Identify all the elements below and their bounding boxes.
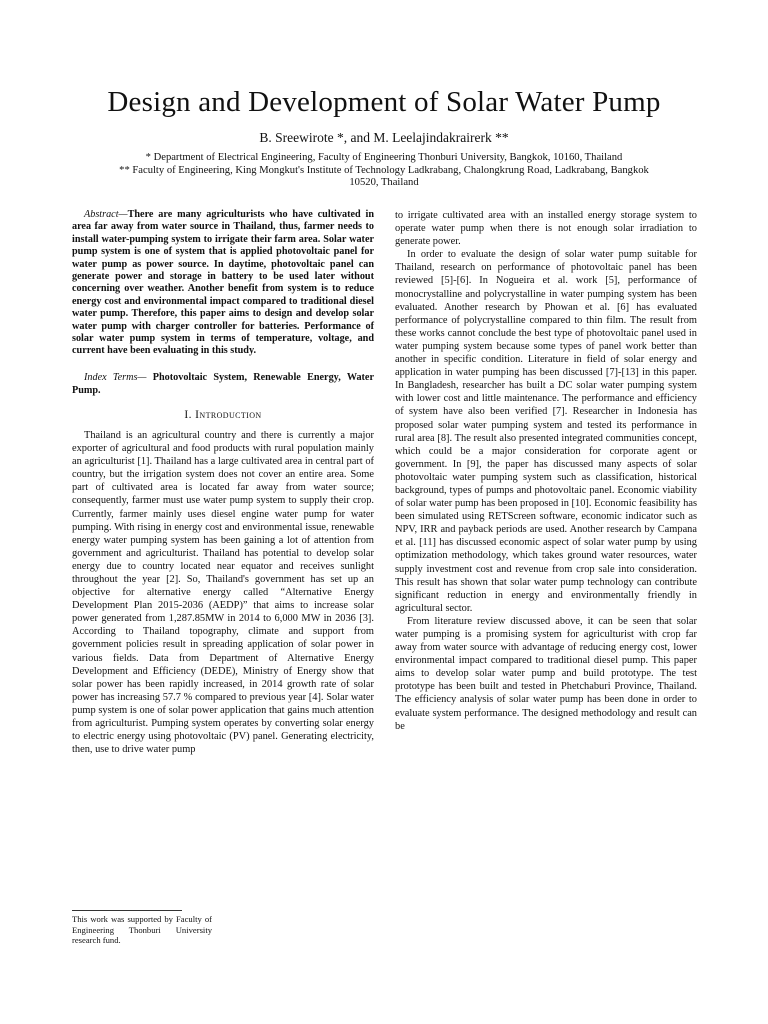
affiliations <box>60 152 708 190</box>
paper-title: Design and Development of Solar Water Pump <box>107 86 661 118</box>
section-heading-introduction: I. Introduction <box>184 408 262 421</box>
abstract <box>72 209 374 358</box>
footnote: This work was supported by Faculty of Engineering Thonburi University research fund. <box>72 914 212 945</box>
abstract-label: Abstract— <box>84 209 128 220</box>
left-column <box>72 209 374 756</box>
intro-paragraph-2: In order to evaluate the design of solar water pump suitable for Thailand, research on performance of photovoltaic panel has been reviewed [5]-[6]. In Nogueira et al. work [5], performance of monocrystalline and polycrystalline in water pumping system has been evaluated. Another research by Phowan et al. [6] has evaluated performance of polycrystalline compared to thin film. The result from these works cannot conclude the best type of photovoltaic panel used in water pumping system because some types of panel work better than another in specific condition. Literature in field of solar energy and application in water pumping has been discussed [7]-[13] in this paper. In Bangladesh, researcher has built a DC solar water pumping system with lower cost and little maintenance. The performance and efficiency of system have also been verified [7]. Researcher in Indonesia has proposed solar water pumping system and tested its performance in rural area [8]. The result also presented integrated communities concept, which could be a major consideration for corporate agent or government. In [9], the paper has discussed many aspects of solar photovoltaic water pumping system such as classification, historical background, types of pumps and photovoltaic panel. Economic viability of solar water pump has been proposed in [10]. Economic feasibility has been simulated using RETScreen software, economic indicator such as NPV, IRR and payback periods are used. Another research by Campana et al. [11] has discussed economic aspect of solar water pump by using optimization methodology, which takes ground water resources, water supply investment cost and revenue from crop sale into consideration. This result has shown that solar water pump technology can contribute significant reduction in energy and environmentally friendly in agricultural sector. <box>395 249 697 614</box>
intro-paragraph-1-continued: to irrigate cultivated area with an installed energy storage system to operate water pump when there is not enough solar irradiation to generate power. <box>395 210 697 248</box>
affiliation-line-1: * Department of Electrical Engineering, Faculty of Engineering Thonburi University, Bangkok, 10160, Thailand <box>145 152 623 163</box>
intro-paragraph-3: From literature review discussed above, it can be seen that solar water pumping is a promising system for agriculturist with crop far away from water source with advantage of reducing energy cost, lower environmental impact compared to traditional diesel pump. This paper aims to develop solar water pump and build prototype. The test prototype has been built and tested in Phetchaburi Province, Thailand. The efficiency analysis of solar water pump has been done in order to evaluate system performance. The designed methodology and result can be <box>395 615 697 732</box>
author-line: B. Sreewirote *, and M. Leelajindakrairerk ** <box>259 130 509 145</box>
right-column <box>395 209 697 733</box>
footnote-divider <box>72 910 182 911</box>
index-terms <box>72 371 374 397</box>
index-terms-label: Index Terms— <box>84 371 153 383</box>
intro-paragraph-1: Thailand is an agricultural country and there is currently a major exporter of agricultural and food products with rural population mainly an agriculturist [1]. Thailand has a large cultivated area in central part of country, but the irrigation system does not cover an entire area. Some part of cultivated area is located far away from water source; consequently, farmer must use water pump system to supply their crop. Currently, farmer mainly uses diesel engine water pump for water pumping. With rising in energy cost and environmental issue, renewable energy water pumping system has been gaining a lot of attention from government and agriculturist. Thailand has potential to develop solar energy due to country located near equator and receives sunlight throughout the year [2]. So, Thailand's government has set up an objective for alternative energy called “Alternative Energy Development Plan 2015-2036 (AEDP)” that aims to increase solar power generated from 1,287.85MW in 2014 to 6,000 MW in 2036 [3]. According to Thailand topography, climate and support from government policies result in spreading application of solar power in various fields. Data from Department of Alternative Energy Development and Efficiency (DEDE), Ministry of Energy show that solar power has been rapidly increased, in 2014 growth rate of solar power has increasing 57.7 % compared to previous year [4]. Solar water pump system is one of solar power application that gains much attention from agriculturist. Pumping system operates by converting solar energy to electric energy using photovoltaic (PV) panel. Generating electricity, then, use to drive water pump <box>72 429 374 756</box>
abstract-text: There are many agriculturists who have cultivated in area far away from water source in Thailand, thus, farmer needs to install water-pumping system to irrigate their farm area. Solar water pump system is one of system that is applied photovoltaic panel for water pump as power source. In daytime, photovoltaic panel can generate power and storage in battery to be used later without concerning over weather. Another benefit from system is to reduce energy cost and environmental impact compared to traditional diesel water pump. Therefore, this paper aims to design and develop solar water pump with charger controller for batteries. Performance of solar water pump system in terms of temperature, voltage, and current have been evaluating in this study. <box>72 209 374 357</box>
index-terms-text: Photovoltaic System, Renewable Energy, Water Pump. <box>72 371 374 396</box>
affiliation-line-2: ** Faculty of Engineering, King Mongkut's Institute of Technology Ladkrabang, Chalongkrung Road, Ladkrabang, Bangkok <box>119 164 649 176</box>
affiliation-line-3: 10520, Thailand <box>349 177 419 188</box>
